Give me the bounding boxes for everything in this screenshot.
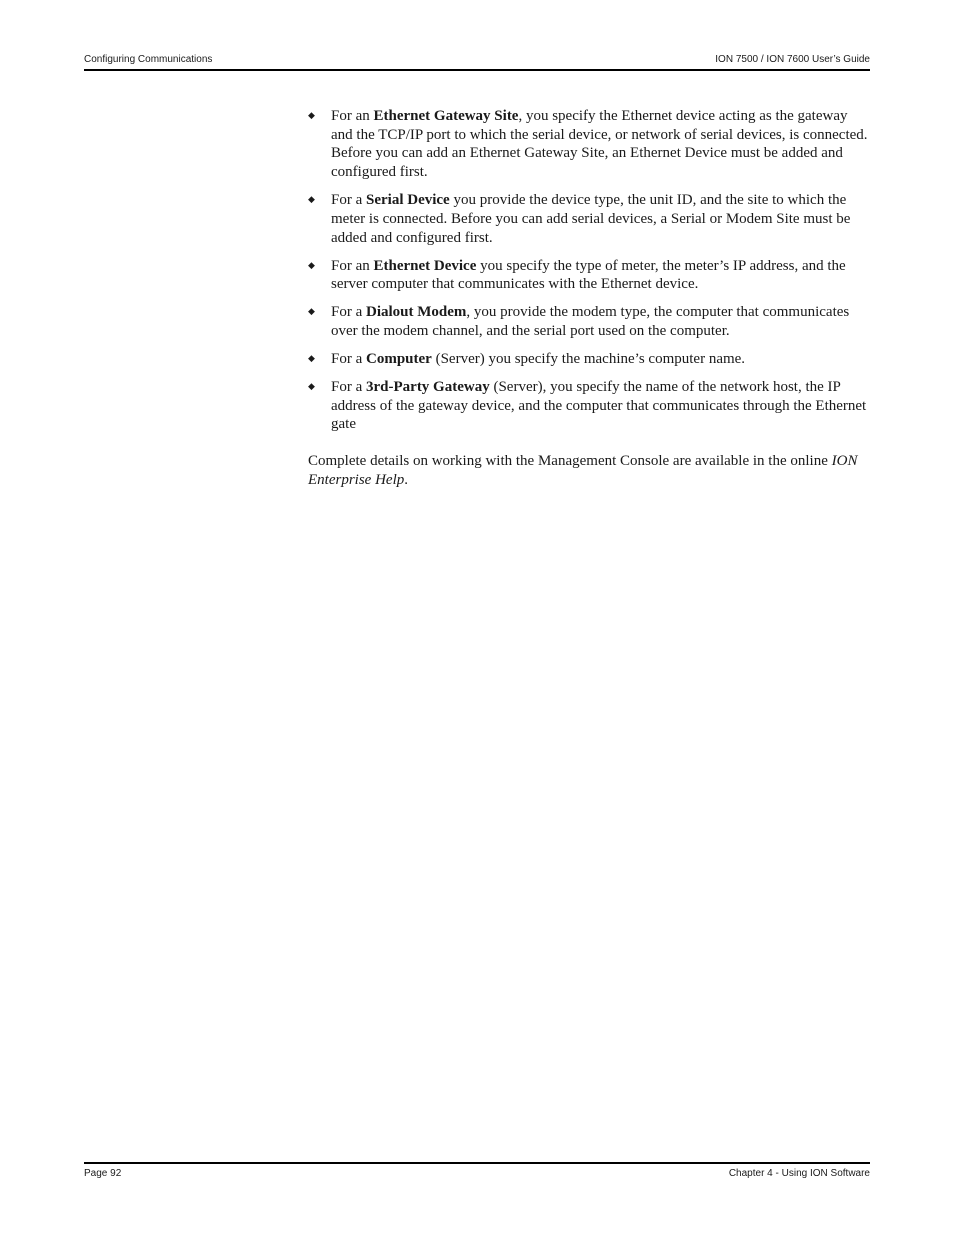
term-ethernet-gateway-site: Ethernet Gateway Site — [373, 108, 519, 124]
diamond-bullet-icon: ◆ — [308, 195, 315, 206]
help-reference: ION Enterprise Help — [308, 453, 858, 488]
term-computer: Computer — [366, 350, 432, 367]
header-document-title: ION 7500 / ION 7600 User’s Guide — [715, 54, 870, 65]
main-content — [308, 107, 870, 489]
list-item: ◆ For a Dialout Modem, you provide the modem type, the computer that communicates over the modem channel, and the serial port used on the computer. — [308, 304, 850, 339]
list-item: ◆ For an Ethernet Device you specify the type of meter, the meter’s IP address, and the server computer that communicates with the Ethernet device. — [308, 257, 846, 293]
diamond-bullet-icon: ◆ — [308, 111, 315, 121]
list-item: ◆ For a Computer (Server) you specify the machine’s computer name. — [308, 350, 746, 367]
diamond-bullet-icon: ◆ — [308, 353, 315, 364]
header-rule — [84, 69, 870, 71]
bullet-list — [308, 107, 870, 434]
footer-rule — [84, 1162, 870, 1164]
page-number: Page 92 — [84, 1168, 122, 1179]
term-dialout-modem: Dialout Modem — [366, 304, 467, 321]
footer-chapter-title: Chapter 4 - Using ION Software — [728, 1168, 870, 1179]
running-header — [84, 52, 870, 68]
closing-paragraph: Complete details on working with the Management Console are available in the online ION Enterprise Help. — [308, 453, 858, 488]
list-item: ◆ For a Serial Device you provide the device type, the unit ID, and the site to which the meter is connected. Before you can add serial devices, a Serial or Modem Site must be added and configured first. — [308, 192, 851, 246]
diamond-bullet-icon: ◆ — [308, 260, 315, 271]
running-footer — [84, 1166, 870, 1182]
diamond-bullet-icon: ◆ — [308, 307, 315, 318]
term-serial-device: Serial Device — [366, 192, 450, 209]
list-item: ◆ For an Ethernet Gateway Site, you specify the Ethernet device acting as the gateway and the TCP/IP port to which the serial device, or network of serial devices, is connected. Before you can add an Ethernet Gateway Site, an Ethernet Device must be added and configured first. — [308, 108, 868, 181]
header-section-title: Configuring Communications — [84, 54, 213, 65]
list-item: ◆ For a 3rd-Party Gateway (Server), you specify the name of the network host, the IP address of the gateway device, and the computer that communicates through the Ethernet gate — [308, 378, 867, 433]
term-3rd-party-gateway: 3rd-Party Gateway — [366, 378, 490, 395]
diamond-bullet-icon: ◆ — [308, 381, 315, 392]
term-ethernet-device: Ethernet Device — [373, 257, 477, 274]
